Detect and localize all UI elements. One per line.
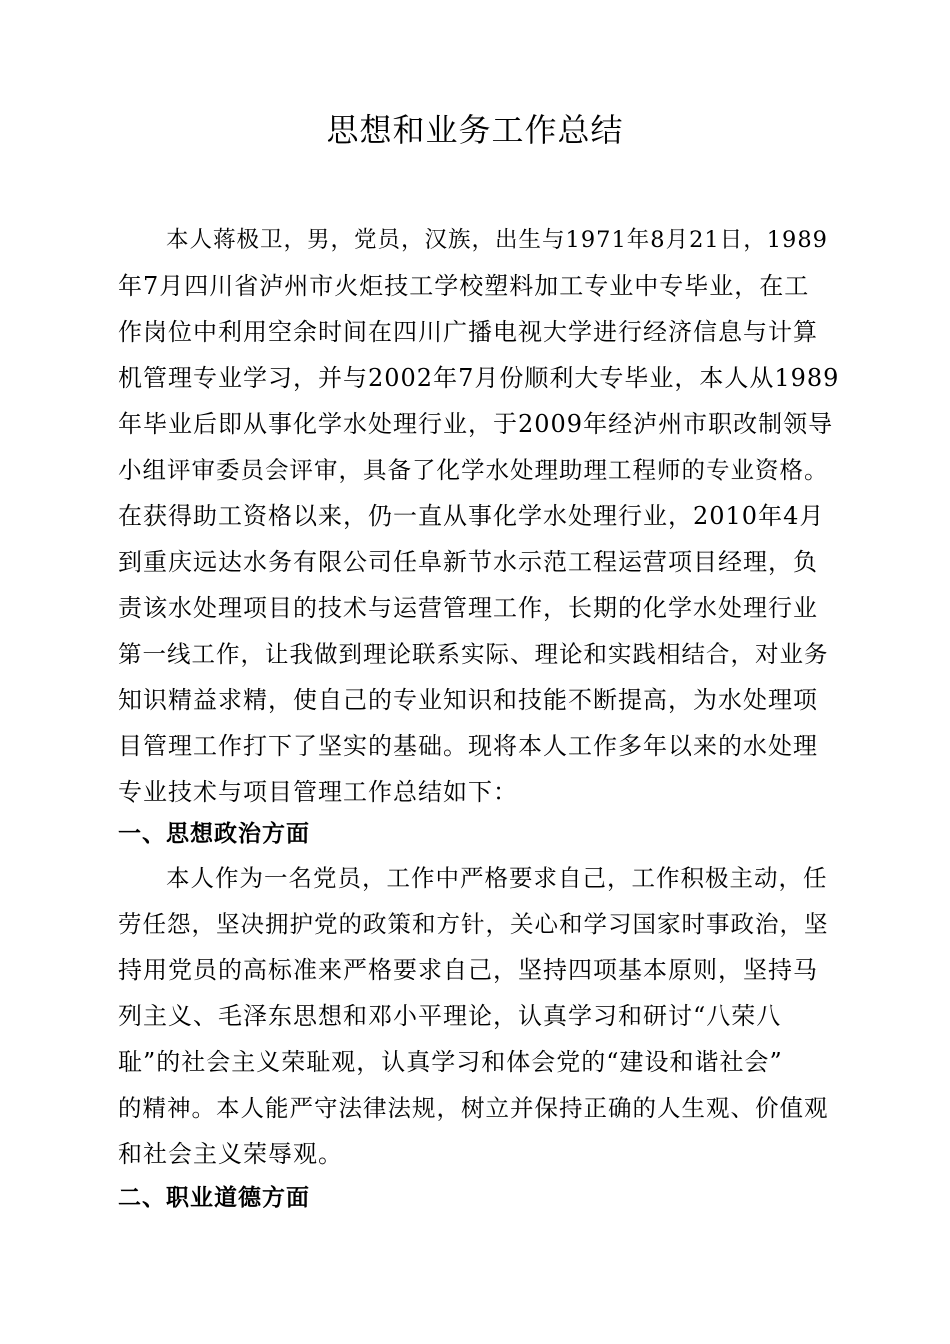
section-heading-ethics: 二、职业道德方面 xyxy=(118,1184,310,1211)
section-heading-political: 一、思想政治方面 xyxy=(118,820,310,847)
intro-line: 在获得助工资格以来，仍一直从事化学水处理行业，2010年4月 xyxy=(118,502,825,530)
intro-line: 年7月四川省泸州市火炬技工学校塑料加工专业中专毕业，在工 xyxy=(118,272,810,300)
section1-line: 劳任怨，坚决拥护党的政策和方针，关心和学习国家时事政治，坚 xyxy=(118,910,829,938)
intro-line: 知识精益求精，使自己的专业知识和技能不断提高，为水处理项 xyxy=(118,686,818,714)
document-title: 思想和业务工作总结 xyxy=(326,111,624,149)
intro-line: 本人蒋极卫，男，党员，汉族，出生与1971年8月21日，1989 xyxy=(166,227,828,253)
intro-line: 机管理专业学习，并与2002年7月份顺利大专毕业，本人从1989 xyxy=(118,364,840,392)
intro-line: 责该水处理项目的技术与运营管理工作，长期的化学水处理行业 xyxy=(118,594,818,622)
section1-line: 持用党员的高标准来严格要求自己，坚持四项基本原则，坚持马 xyxy=(118,956,818,984)
intro-line: 目管理工作打下了坚实的基础。现将本人工作多年以来的水处理 xyxy=(118,732,818,760)
section1-line: 的精神。本人能严守法律法规，树立并保持正确的人生观、价值观 xyxy=(118,1094,829,1122)
section1-line: 耻”的社会主义荣耻观，认真学习和体会党的“建设和谐社会” xyxy=(118,1048,783,1076)
intro-line: 专业技术与项目管理工作总结如下： xyxy=(118,778,518,806)
section1-line: 和社会主义荣辱观。 xyxy=(118,1140,343,1168)
section1-line: 列主义、毛泽东思想和邓小平理论，认真学习和研讨“八荣八 xyxy=(118,1002,782,1030)
intro-line: 到重庆远达水务有限公司任阜新节水示范工程运营项目经理，负 xyxy=(118,548,818,576)
section1-line: 本人作为一名党员，工作中严格要求自己，工作积极主动，任 xyxy=(166,864,828,892)
intro-line: 第一线工作，让我做到理论联系实际、理论和实践相结合，对业务 xyxy=(118,640,829,668)
intro-line: 作岗位中利用空余时间在四川广播电视大学进行经济信息与计算 xyxy=(118,318,818,346)
intro-line: 小组评审委员会评审，具备了化学水处理助理工程师的专业资格。 xyxy=(118,456,829,484)
intro-line: 年毕业后即从事化学水处理行业，于2009年经泸州市职改制领导 xyxy=(118,410,834,438)
